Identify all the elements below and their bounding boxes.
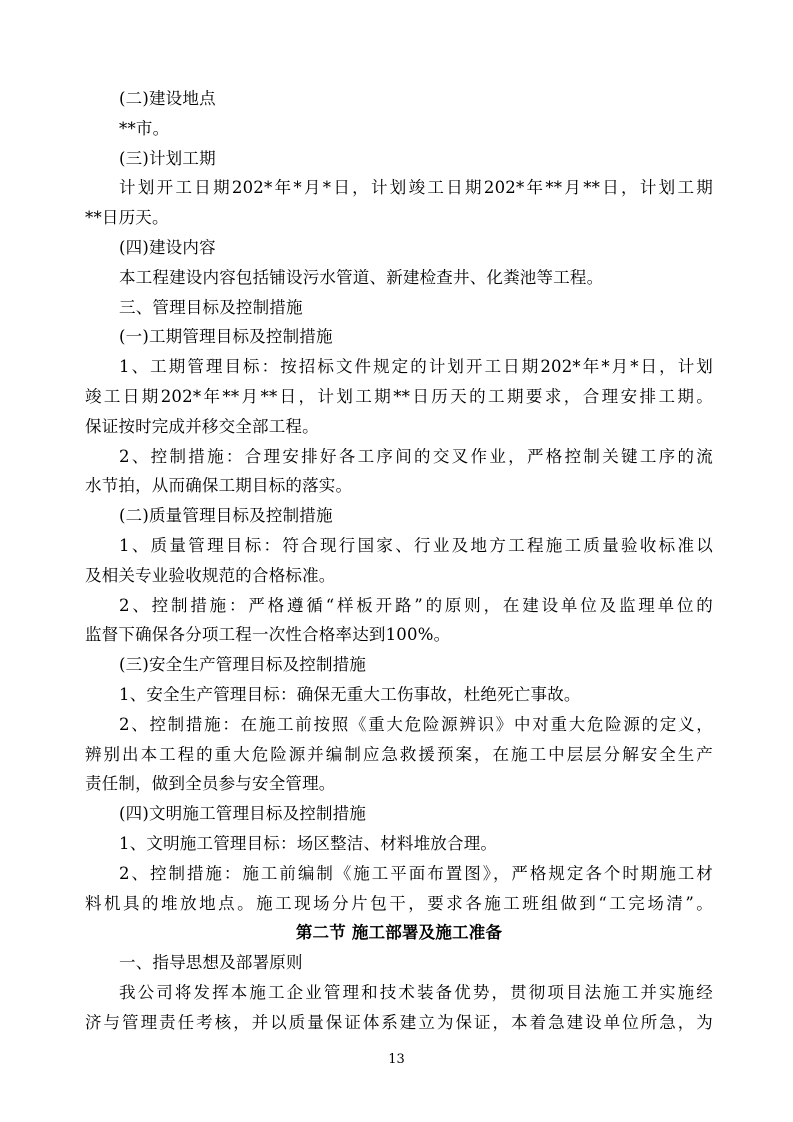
paragraph-text: 及相关专业验收规范的合格标准。 xyxy=(85,565,336,585)
paragraph-text: 保证按时完成并移交全部工程。 xyxy=(85,416,319,436)
paragraph-text: 1、质量管理目标：符合现行国家、行业及地方工程施工质量验收标准以 xyxy=(119,535,713,555)
paragraph-text: 2、控制措施：施工前编制《施工平面布置图》，严格规定各个时期施工材 xyxy=(119,863,713,883)
paragraph-text: 水节拍，从而确保工期目标的落实。 xyxy=(85,476,353,496)
paragraph-text: 我公司将发挥本施工企业管理和技术装备优势，贯彻项目法施工并实施经 xyxy=(119,982,713,1002)
paragraph-text: 2、控制措施：严格遵循“样板开路”的原则，在建设单位及监理单位的 xyxy=(119,595,713,615)
subheading-planned-schedule: (三)计划工期 xyxy=(119,148,216,168)
section-heading-guiding-principles: 一、指导思想及部署原则 xyxy=(119,953,303,973)
paragraph-text: 1、工期管理目标：按招标文件规定的计划开工日期202*年*月*日，计划 xyxy=(119,357,713,377)
section-title: 第二节 施工部署及施工准备 xyxy=(295,923,503,943)
paragraph-text: 计划开工日期202*年*月*日，计划竣工日期202*年**月**日，计划工期 xyxy=(119,178,713,198)
paragraph-text: 1、安全生产管理目标：确保无重大工伤事故，杜绝死亡事故。 xyxy=(119,684,581,704)
document-page xyxy=(85,84,713,1038)
subheading-construction-content: (四)建设内容 xyxy=(119,237,216,257)
paragraph-text: 济与管理责任考核，并以质量保证体系建立为保证，本着急建设单位所急，为 xyxy=(85,1012,713,1032)
paragraph-text: **日历天。 xyxy=(85,208,169,228)
subheading-safety-management: (三)安全生产管理目标及控制措施 xyxy=(119,655,367,675)
subheading-civilized-construction: (四)文明施工管理目标及控制措施 xyxy=(119,804,367,824)
subheading-quality-management: (二)质量管理目标及控制措施 xyxy=(119,506,333,526)
paragraph-text: 监督下确保各分项工程一次性合格率达到100%。 xyxy=(85,625,451,645)
paragraph-text: 辨别出本工程的重大危险源并编制应急救援预案，在施工中层层分解安全生产 xyxy=(85,744,713,764)
paragraph-text: 1、文明施工管理目标：场区整洁、材料堆放合理。 xyxy=(119,833,498,853)
subheading-schedule-management: (一)工期管理目标及控制措施 xyxy=(119,327,333,347)
paragraph-text: 责任制，做到全员参与安全管理。 xyxy=(85,774,336,794)
paragraph-text: 本工程建设内容包括铺设污水管道、新建检查井、化粪池等工程。 xyxy=(119,267,604,287)
paragraph-text: 2、控制措施：在施工前按照《重大危险源辨识》中对重大危险源的定义， xyxy=(119,714,713,734)
paragraph-text: 料机具的堆放地点。施工现场分片包干，要求各施工班组做到“工完场清”。 xyxy=(85,893,713,913)
page-number: 13 xyxy=(388,1052,405,1067)
paragraph-text: 2、控制措施：合理安排好各工序间的交叉作业，严格控制关键工序的流 xyxy=(119,446,713,466)
section-heading-management-goals: 三、管理目标及控制措施 xyxy=(119,297,303,317)
paragraph-text: **市。 xyxy=(119,118,170,138)
subheading-construction-location: (二)建设地点 xyxy=(119,89,216,108)
paragraph-text: 竣工日期202*年**月**日，计划工期**日历天的工期要求，合理安排工期。 xyxy=(85,386,713,406)
